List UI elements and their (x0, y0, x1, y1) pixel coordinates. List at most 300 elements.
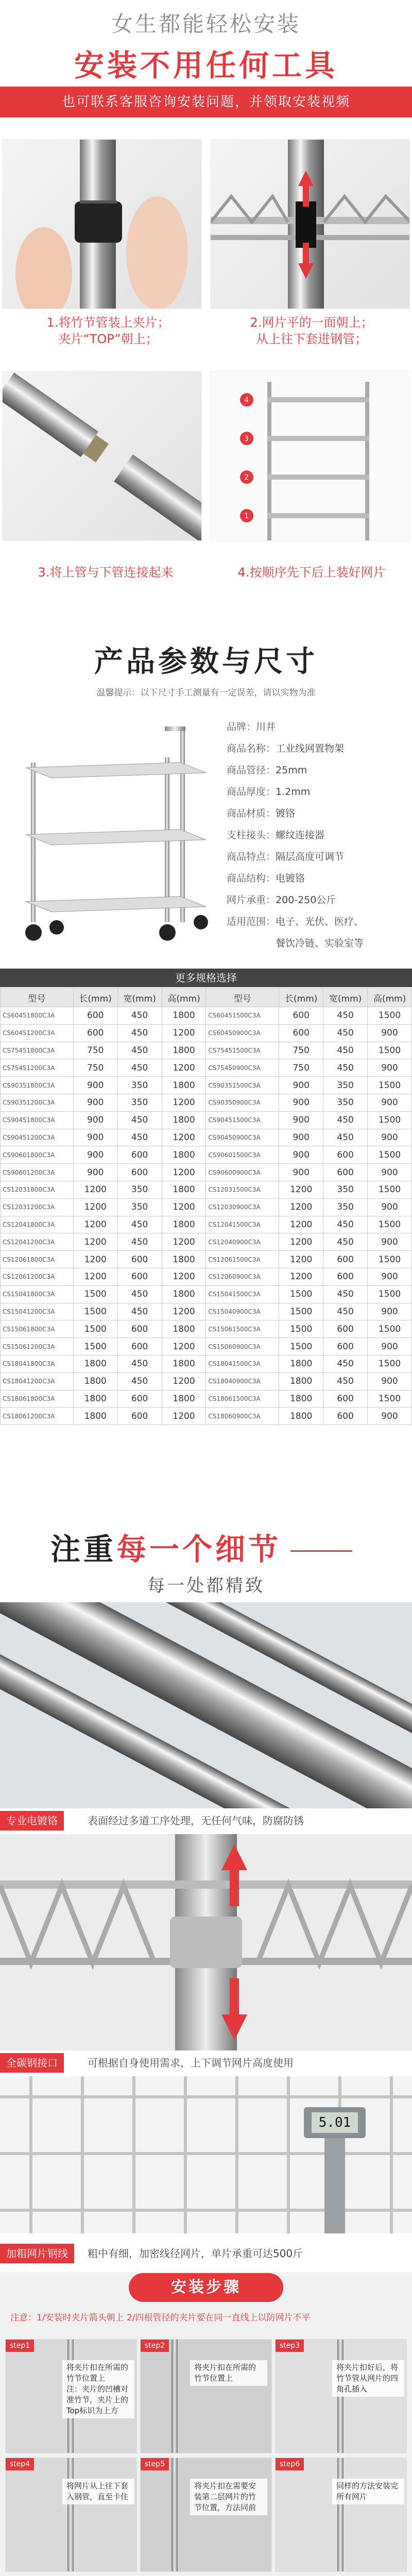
pole-connect-illustration (3, 371, 202, 541)
table-cell: 1800 (73, 1408, 117, 1425)
step-card (275, 2458, 407, 2572)
table-row (1, 1129, 412, 1146)
table-cell: 1500 (368, 1216, 412, 1233)
table-cell: 450 (323, 1355, 368, 1372)
table-cell: 450 (323, 1042, 368, 1059)
table-cell: 450 (117, 1285, 162, 1303)
tip3-photo (2, 371, 202, 541)
shelf-order-illustration (211, 371, 410, 541)
step-card (140, 2339, 272, 2453)
table-cell: CS90451800C3A (1, 1111, 74, 1129)
table-cell: CS90351200C3A (1, 1094, 74, 1111)
detail1-text: 表面经过多道工序处理，无任何气味，防腐防锈 (88, 1815, 304, 1827)
table-cell: CS12041500C3A (206, 1216, 279, 1233)
caliper-readout: 5.01 (318, 2115, 351, 2130)
params-note: 温馨提示：以下尺寸手工测量有一定误差，请以实物为准 (96, 688, 316, 698)
table-row (1, 1111, 412, 1129)
table-cell: 900 (368, 1338, 412, 1355)
step-description: 将夹片扣在所需的竹节位置上 (190, 2360, 267, 2386)
table-cell: 1200 (162, 1268, 206, 1285)
table-cell: CS12031800C3A (1, 1181, 74, 1198)
table-cell: CS75451200C3A (1, 1059, 74, 1077)
table-cell: 1800 (162, 1111, 206, 1129)
table-cell: 600 (323, 1320, 368, 1338)
table-cell: CS12060900C3A (206, 1268, 279, 1285)
table-cell: 600 (323, 1146, 368, 1164)
table-cell: 750 (279, 1059, 323, 1077)
table-cell: 1200 (162, 1094, 206, 1111)
table-cell: 1500 (279, 1338, 323, 1355)
table-cell: 600 (117, 1338, 162, 1355)
spec-name: 商品名称：工业线网置物架 (227, 743, 345, 754)
shelf-insert-illustration (211, 140, 410, 309)
table-cell: 600 (323, 1251, 368, 1268)
table-cell: 1500 (73, 1303, 117, 1320)
table-body (1, 1007, 412, 1425)
table-column-header: 高(mm) (162, 989, 206, 1007)
table-cell: 450 (117, 1024, 162, 1042)
table-cell: 1800 (162, 1007, 206, 1025)
table-cell: 1200 (73, 1251, 117, 1268)
table-cell: 900 (279, 1094, 323, 1111)
table-cell: CS90450900C3A (206, 1129, 279, 1146)
table-row (1, 1408, 412, 1425)
step-badge: step4 (6, 2458, 34, 2470)
table-cell: 1200 (162, 1129, 206, 1146)
table-row (1, 1007, 412, 1025)
install-header (0, 0, 412, 134)
table-cell: 900 (368, 1198, 412, 1216)
table-cell: CS15041800C3A (1, 1285, 74, 1303)
table-cell: 350 (323, 1077, 368, 1094)
table-cell: 600 (117, 1146, 162, 1164)
table-cell: 1500 (279, 1303, 323, 1320)
table-cell: 350 (323, 1198, 368, 1216)
table-cell: 1200 (73, 1268, 117, 1285)
table-cell: CS12061200C3A (1, 1268, 74, 1285)
detail-photo-joint (0, 1834, 412, 2050)
table-cell: 450 (323, 1303, 368, 1320)
table-cell: CS12031200C3A (1, 1198, 74, 1216)
spec-usage: 适用范围：电子、光伏、医疗、 (227, 916, 364, 927)
table-cell: 750 (73, 1042, 117, 1059)
table-cell: 1800 (73, 1355, 117, 1372)
table-cell: CS12040900C3A (206, 1233, 279, 1251)
table-cell: 1500 (368, 1251, 412, 1268)
table-cell: CS90351500C3A (206, 1077, 279, 1094)
table-column-header: 长(mm) (279, 989, 323, 1007)
table-cell: 450 (117, 1216, 162, 1233)
table-cell: 350 (117, 1198, 162, 1216)
table-cell: 450 (117, 1129, 162, 1146)
table-cell: 1200 (279, 1181, 323, 1198)
tip2-caption (216, 314, 407, 347)
spec-structure: 商品结构：电镀铬 (227, 873, 305, 884)
table-row (1, 1338, 412, 1355)
title-dash (290, 1550, 352, 1552)
step-badge: step2 (141, 2340, 169, 2352)
table-cell: CS90601800C3A (1, 1146, 74, 1164)
table-cell: CS18041500C3A (206, 1355, 279, 1372)
table-cell: CS90601200C3A (1, 1164, 74, 1181)
step-badge: step1 (6, 2340, 34, 2352)
table-cell: CS12030900C3A (206, 1198, 279, 1216)
tip1-caption-text: 1.将竹节管装上夹片； 夹片“TOP”朝上； (46, 315, 170, 346)
table-cell: 1500 (368, 1111, 412, 1129)
table-row (1, 1390, 412, 1408)
cart-illustration (10, 716, 216, 958)
table-cell: 1200 (162, 1303, 206, 1320)
table-cell: 900 (73, 1129, 117, 1146)
table-cell: 1200 (279, 1268, 323, 1285)
table-cell: 1200 (73, 1216, 117, 1233)
tip1-photo (2, 139, 202, 309)
table-cell: CS90601500C3A (206, 1146, 279, 1164)
table-row (1, 1268, 412, 1285)
table-cell: CS15041500C3A (206, 1285, 279, 1303)
table-cell: 450 (323, 1233, 368, 1251)
table-row (1, 1198, 412, 1216)
table-cell: 1800 (279, 1355, 323, 1372)
table-cell: 1200 (162, 1059, 206, 1077)
table-cell: 1800 (162, 1181, 206, 1198)
table-cell: 350 (117, 1181, 162, 1198)
table-cell: CS12061500C3A (206, 1251, 279, 1268)
table-cell: CS75451500C3A (206, 1042, 279, 1059)
table-cell: 450 (117, 1007, 162, 1025)
table-cell: 350 (117, 1094, 162, 1111)
table-cell: 1500 (368, 1007, 412, 1025)
detail3-tag: 加粗网片钢线 (0, 2244, 74, 2263)
table-cell: 450 (323, 1059, 368, 1077)
table-cell: CS15040900C3A (206, 1303, 279, 1320)
tip2-photo (210, 139, 410, 309)
table-row (1, 1146, 412, 1164)
step-badge: step6 (276, 2458, 304, 2470)
step-card (5, 2339, 137, 2453)
table-cell: CS60451500C3A (206, 1007, 279, 1025)
table-cell: CS15060900C3A (206, 1338, 279, 1355)
spec-brand: 品牌：川井 (227, 721, 276, 733)
more-specs-heading: 更多规格选择 (0, 969, 412, 987)
table-cell: CS15061800C3A (1, 1320, 74, 1338)
table-cell: 1500 (368, 1320, 412, 1338)
table-cell: 450 (323, 1024, 368, 1042)
table-cell: 900 (368, 1408, 412, 1425)
table-cell: 1800 (279, 1408, 323, 1425)
steps-title: 安装步骤 (129, 2273, 283, 2302)
table-cell: 900 (368, 1233, 412, 1251)
table-row (1, 1024, 412, 1042)
pole-clip-illustration (3, 140, 202, 309)
table-column-header: 高(mm) (368, 989, 412, 1007)
svg-text:4: 4 (244, 396, 249, 404)
step-pole (171, 2340, 178, 2453)
table-cell: 1800 (162, 1042, 206, 1059)
step-card (275, 2339, 407, 2453)
table-cell: 1800 (162, 1355, 206, 1372)
table-cell: CS15061200C3A (1, 1338, 74, 1355)
table-cell: 1800 (162, 1285, 206, 1303)
table-cell: 600 (117, 1268, 162, 1285)
table-cell: 900 (368, 1059, 412, 1077)
table-cell: 1500 (73, 1285, 117, 1303)
table-row (1, 1372, 412, 1390)
svg-text:3: 3 (244, 435, 249, 443)
table-row (1, 1059, 412, 1077)
table-cell: 600 (323, 1164, 368, 1181)
table-cell: 600 (117, 1390, 162, 1408)
table-cell: 600 (117, 1164, 162, 1181)
table-cell: 900 (279, 1164, 323, 1181)
table-cell: CS90600900C3A (206, 1164, 279, 1181)
spec-thickness: 商品厚度：1.2mm (227, 786, 311, 798)
table-cell: CS75450900C3A (206, 1059, 279, 1077)
table-cell: 450 (323, 1111, 368, 1129)
svg-text:2: 2 (244, 473, 249, 482)
table-cell: 450 (117, 1233, 162, 1251)
table-cell: 900 (368, 1164, 412, 1181)
table-cell: CS12041200C3A (1, 1233, 74, 1251)
table-cell: 1200 (73, 1198, 117, 1216)
table-cell: CS90451200C3A (1, 1129, 74, 1146)
table-cell: 900 (368, 1303, 412, 1320)
table-column-header: 型号 (206, 989, 279, 1007)
table-cell: 900 (368, 1268, 412, 1285)
step-badge: step5 (141, 2458, 169, 2470)
table-cell: 1200 (279, 1233, 323, 1251)
table-cell: 600 (117, 1408, 162, 1425)
table-cell: 900 (73, 1146, 117, 1164)
table-cell: 1500 (368, 1355, 412, 1372)
table-cell: 1800 (162, 1146, 206, 1164)
table-cell: 1800 (279, 1372, 323, 1390)
table-cell: 450 (323, 1372, 368, 1390)
table-cell: 1200 (162, 1198, 206, 1216)
table-cell: 900 (73, 1094, 117, 1111)
table-cell: 450 (117, 1355, 162, 1372)
table-row (1, 1181, 412, 1198)
detail-photo-chrome (0, 1602, 412, 1808)
step-badge: step3 (276, 2340, 304, 2352)
table-cell: 600 (73, 1007, 117, 1025)
table-cell: 1200 (162, 1408, 206, 1425)
step-pole (171, 2458, 178, 2571)
table-cell: 900 (279, 1077, 323, 1094)
table-cell: 1200 (279, 1251, 323, 1268)
table-cell: CS18061800C3A (1, 1390, 74, 1408)
table-cell: 1500 (368, 1042, 412, 1059)
table-cell: 1200 (73, 1181, 117, 1198)
table-row (1, 1320, 412, 1338)
params-title: 产品参数与尺寸 (94, 645, 318, 679)
step-description: 将夹片扣好后，将竹节管从网片的四角孔插入 (332, 2360, 404, 2397)
table-cell: CS18041200C3A (1, 1372, 74, 1390)
steps-note: 注意：1/安装时夹片箭头朝上 2/四根管径的夹片要在同一直线上以防网片不平 (10, 2313, 311, 2323)
table-cell: 600 (117, 1320, 162, 1338)
table-cell: 450 (117, 1042, 162, 1059)
table-row (1, 1077, 412, 1094)
table-cell: 1200 (162, 1338, 206, 1355)
table-cell: 600 (323, 1268, 368, 1285)
table-cell: 350 (117, 1077, 162, 1094)
table-cell: CS18060900C3A (206, 1408, 279, 1425)
table-cell: 900 (368, 1094, 412, 1111)
detail3-text: 粗中有细，加密线径网片，单片承重可达500斤 (88, 2247, 303, 2260)
table-cell: 450 (117, 1059, 162, 1077)
detail2-text: 可根据自身使用需求，上下调节网片高度使用 (88, 2057, 294, 2069)
table-cell: 1500 (279, 1285, 323, 1303)
step-card (5, 2458, 137, 2572)
table-cell: 1200 (279, 1216, 323, 1233)
table-cell: 600 (323, 1408, 368, 1425)
table-cell: CS12031500C3A (206, 1181, 279, 1198)
spec-usage-cont: 餐饮冷链、实验室等 (276, 938, 364, 949)
tip1-caption (15, 314, 201, 347)
table-cell: 900 (368, 1372, 412, 1390)
spec-load: 网片承重：200-250公斤 (227, 894, 336, 906)
table-cell: 600 (279, 1007, 323, 1025)
table-column-header: 型号 (1, 989, 74, 1007)
step-description: 将网片从上往下套入钢管，直至卡住 (62, 2479, 134, 2504)
table-row (1, 1233, 412, 1251)
table-cell: CS12041800C3A (1, 1216, 74, 1233)
step-description: 同样的方法安装完所有网片 (332, 2479, 404, 2504)
table-cell: 1200 (162, 1372, 206, 1390)
spec-table (0, 988, 412, 1425)
table-row (1, 1303, 412, 1320)
table-cell: 900 (368, 1129, 412, 1146)
table-cell: 1500 (368, 1146, 412, 1164)
table-cell: 1800 (279, 1390, 323, 1408)
table-cell: CS75451800C3A (1, 1042, 74, 1059)
tip2-caption-text: 2.网片平的一面朝上； 从上往下套进钢管； (250, 315, 373, 346)
table-cell: 1200 (162, 1233, 206, 1251)
table-cell: 1200 (162, 1024, 206, 1042)
table-cell: CS60451800C3A (1, 1007, 74, 1025)
table-cell: 600 (323, 1390, 368, 1408)
table-cell: CS15041200C3A (1, 1303, 74, 1320)
table-cell: 900 (73, 1164, 117, 1181)
table-cell: 1200 (73, 1233, 117, 1251)
table-cell: 450 (323, 1007, 368, 1025)
table-row (1, 1251, 412, 1268)
table-row (1, 1094, 412, 1111)
table-cell: 900 (73, 1111, 117, 1129)
step-description: 将夹片扣在需要安装第二层网片的竹节位置，方法同前 (190, 2479, 267, 2515)
table-cell: 1500 (73, 1338, 117, 1355)
table-cell: CS90351800C3A (1, 1077, 74, 1094)
table-cell: 600 (117, 1251, 162, 1268)
table-cell: CS12061800C3A (1, 1251, 74, 1268)
table-row (1, 1042, 412, 1059)
table-cell: 1800 (73, 1372, 117, 1390)
header-line1: 女生都能轻松安装 (111, 11, 301, 37)
header-line2: 安装不用任何工具 (74, 48, 338, 83)
table-cell: 900 (279, 1129, 323, 1146)
spec-material: 商品材质：镀铬 (227, 808, 296, 819)
table-cell: CS90451500C3A (206, 1111, 279, 1129)
table-cell: 1200 (162, 1164, 206, 1181)
table-cell: 750 (73, 1059, 117, 1077)
table-row (1, 1355, 412, 1372)
table-cell: 450 (117, 1111, 162, 1129)
table-cell: 1500 (368, 1390, 412, 1408)
table-column-header: 长(mm) (73, 989, 117, 1007)
table-row (1, 1216, 412, 1233)
spec-feature: 商品特点：隔层高度可调节 (227, 851, 345, 862)
table-cell: 450 (323, 1216, 368, 1233)
table-cell: 1500 (368, 1285, 412, 1303)
table-row (1, 1285, 412, 1303)
table-cell: 1500 (73, 1320, 117, 1338)
tip4-caption: 4.按顺序先下后上装好网片 (237, 565, 386, 580)
table-cell: 900 (368, 1024, 412, 1042)
table-cell: 450 (323, 1285, 368, 1303)
detail1-tag: 专业电镀铬 (0, 1811, 64, 1831)
table-cell: 1800 (162, 1390, 206, 1408)
table-cell: 1800 (162, 1216, 206, 1233)
table-cell: 600 (73, 1024, 117, 1042)
table-column-header: 宽(mm) (323, 989, 368, 1007)
detail-photo-wire (0, 2076, 412, 2233)
step-pole (337, 2458, 344, 2571)
table-cell: CS90350900C3A (206, 1094, 279, 1111)
table-header-row (1, 989, 412, 1007)
table-cell: 900 (73, 1077, 117, 1094)
table-cell: 750 (279, 1042, 323, 1059)
tip3-caption: 3.将上管与下管连接起来 (38, 565, 174, 580)
table-cell: CS18061500C3A (206, 1390, 279, 1408)
table-cell: 1500 (368, 1077, 412, 1094)
spec-joint: 支柱接头：螺纹连接器 (227, 829, 325, 841)
table-cell: CS15061500C3A (206, 1320, 279, 1338)
table-column-header: 宽(mm) (117, 989, 162, 1007)
details-subtitle: 每一处都精致 (147, 1575, 265, 1596)
table-cell: 600 (279, 1024, 323, 1042)
table-cell: 1800 (73, 1390, 117, 1408)
table-cell: 1800 (162, 1320, 206, 1338)
table-cell: 1500 (368, 1181, 412, 1198)
step-card (140, 2458, 272, 2572)
svg-text:1: 1 (244, 512, 249, 520)
table-cell: 600 (323, 1338, 368, 1355)
table-cell: 900 (279, 1146, 323, 1164)
table-cell: CS18041800C3A (1, 1355, 74, 1372)
detail2-tag: 全碳钢接口 (0, 2053, 64, 2073)
table-cell: CS18061200C3A (1, 1408, 74, 1425)
table-row (1, 1164, 412, 1181)
contact-service-banner: 也可联系客服咨询安装问题，并领取安装视频 (0, 87, 412, 117)
tip4-photo (210, 371, 410, 541)
step-pole (67, 2458, 74, 2571)
step-description: 将夹片扣在所需的竹节位置上 注：夹片的凹槽对准竹节，夹片上的Top标识为上方 (62, 2360, 134, 2418)
table-cell: 1800 (162, 1077, 206, 1094)
spec-diameter: 商品管径：25mm (227, 765, 307, 776)
details-title: 注重每一个细节 (0, 1525, 412, 1568)
table-cell: 900 (279, 1111, 323, 1129)
table-cell: CS60451200C3A (1, 1024, 74, 1042)
table-cell: 1500 (279, 1320, 323, 1338)
table-cell: 350 (323, 1094, 368, 1111)
table-cell: 450 (117, 1303, 162, 1320)
table-cell: 1200 (279, 1198, 323, 1216)
table-cell: 450 (117, 1372, 162, 1390)
table-cell: CS18040900C3A (206, 1372, 279, 1390)
table-cell: 350 (323, 1181, 368, 1198)
table-cell: 1800 (162, 1251, 206, 1268)
table-cell: CS60450900C3A (206, 1024, 279, 1042)
